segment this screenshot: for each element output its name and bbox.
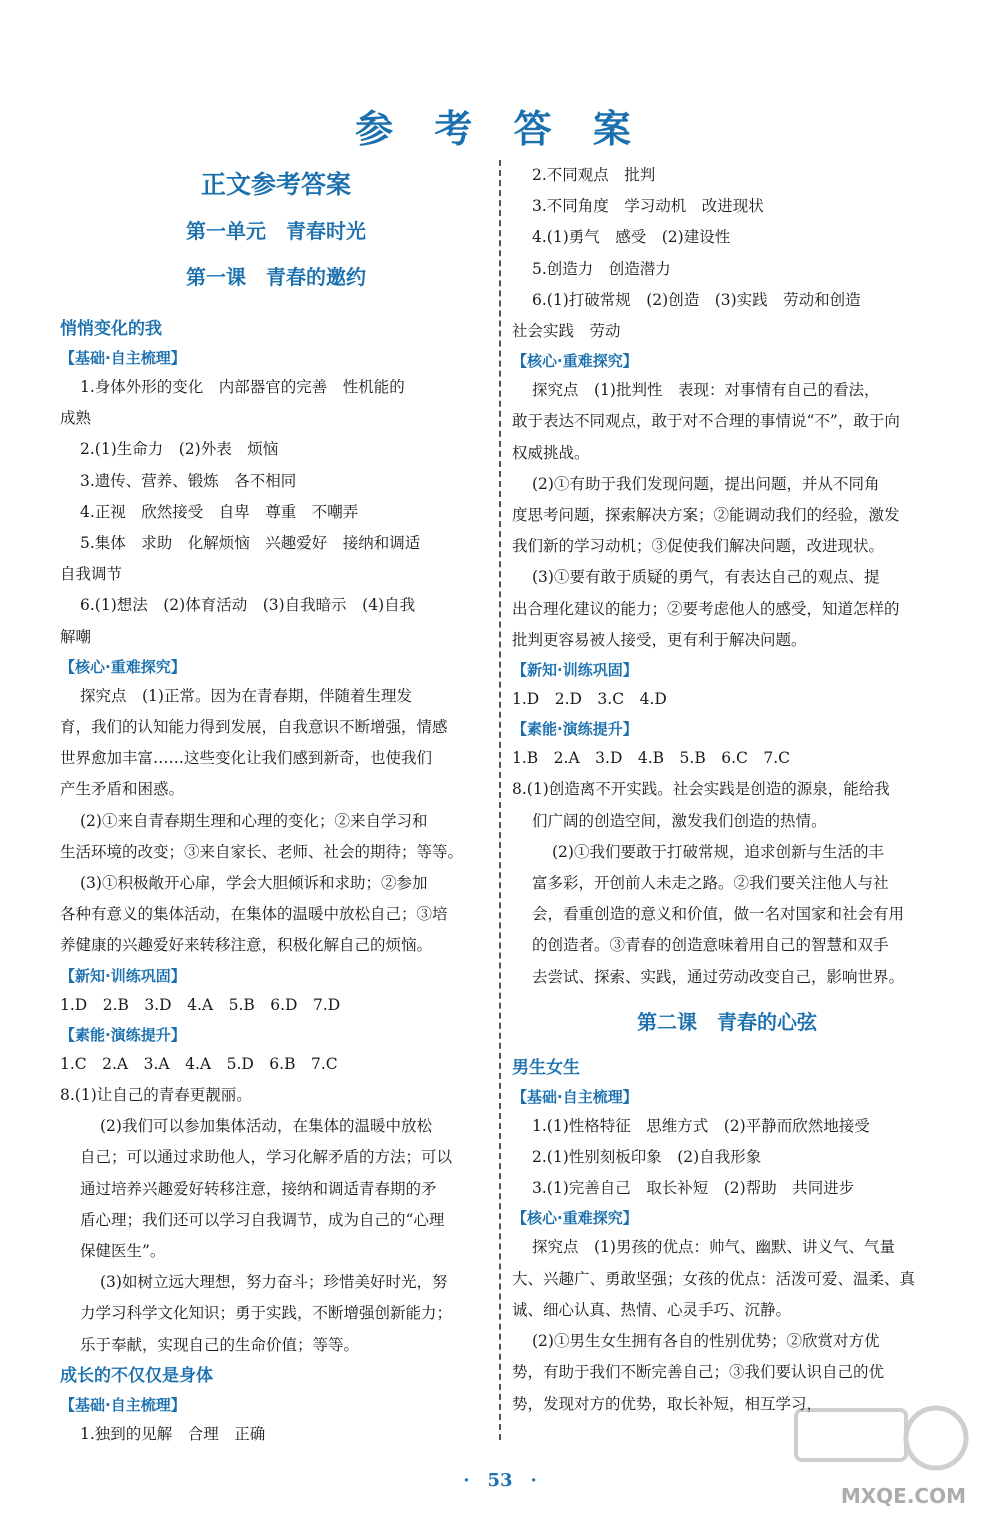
page-number: · 53 · — [463, 1470, 537, 1491]
answer-line: 各种有意义的集体活动，在集体的温暖中放松自己；③培 — [60, 905, 448, 924]
section-label-core: 【核心·重难探究】 — [512, 1209, 638, 1228]
answer-line: 世界愈加丰富……这些变化让我们感到新奇，也使我们 — [60, 749, 433, 768]
answer-line: 生活环境的改变；③来自家长、老师、社会的期待；等等。 — [60, 842, 464, 861]
answer-line: (2)我们可以参加集体活动，在集体的温暖中放松 — [100, 1117, 432, 1136]
topic-heading: 悄悄变化的我 — [60, 319, 162, 339]
answer-line: 批判更容易被人接受，更有利于解决问题。 — [512, 630, 807, 649]
answer-line: 权威挑战。 — [512, 443, 590, 462]
topic-heading: 成长的不仅仅是身体 — [60, 1365, 213, 1386]
answer-line: (3)①要有敢于质疑的勇气，有表达自己的观点、提 — [532, 568, 880, 587]
answer-line: 1.D 2.D 3.C 4.D — [512, 690, 667, 709]
answer-line: 的创造者。③青春的创造意味着用自己的智慧和双手 — [532, 936, 889, 955]
answer-line: 大、兴趣广、勇敢坚强；女孩的优点：活泼可爱、温柔、真 — [512, 1269, 916, 1288]
answer-line: 自己；可以通过求助他人，学习化解矛盾的方法；可以 — [80, 1148, 453, 1167]
answer-line: 通过培养兴趣爱好转移注意，接纳和调适青春期的矛 — [80, 1179, 437, 1198]
answer-line: (2)①男生女生拥有各自的性别优势；②欣赏对方优 — [532, 1332, 880, 1351]
answer-line: 诚、细心认真、热情、心灵手巧、沉静。 — [512, 1300, 792, 1319]
answer-line: 养健康的兴趣爱好来转移注意，积极化解自己的烦恼。 — [60, 936, 433, 955]
answer-line: 1.B 2.A 3.D 4.B 5.B 6.C 7.C — [512, 749, 791, 768]
answer-line: (3)①积极敞开心扉，学会大胆倾诉和求助；②参加 — [80, 874, 428, 893]
section-label-skill: 【素能·演练提升】 — [512, 720, 638, 739]
answer-line: 3.不同角度 学习动机 改进现状 — [532, 197, 764, 216]
answer-line: 8.(1)创造离不开实践。社会实践是创造的源泉，能给我 — [512, 780, 890, 799]
answer-line: 2.(1)性别刻板印象 (2)自我形象 — [532, 1148, 762, 1167]
answer-line: (2)①来自青春期生理和心理的变化；②来自学习和 — [80, 811, 428, 830]
answer-line: 5.集体 求助 化解烦恼 兴趣爱好 接纳和调适 — [80, 534, 421, 553]
column-divider — [499, 160, 501, 1440]
left-column — [60, 160, 492, 1450]
answer-line: 探究点 (1)男孩的优点：帅气、幽默、讲义气、气量 — [532, 1238, 895, 1257]
answer-line: 盾心理；我们还可以学习自我调节，成为自己的“心理 — [80, 1210, 445, 1229]
answer-line: 势，发现对方的优势，取长补短，相互学习， — [512, 1394, 823, 1413]
section-label-skill: 【素能·演练提升】 — [60, 1025, 186, 1044]
lesson-heading: 第二课 青春的心弦 — [637, 1009, 817, 1034]
section-label-basic: 【基础·自主梳理】 — [60, 349, 186, 367]
section-label-new: 【新知·训练巩固】 — [512, 661, 638, 680]
answer-line: 富多彩，开创前人未走之路。②我们要关注他人与社 — [532, 874, 889, 893]
answer-line: 势，有助于我们不断完善自己；③我们要认识自己的优 — [512, 1363, 885, 1382]
topic-heading: 男生女生 — [512, 1057, 580, 1078]
answer-line: 成熟 — [60, 409, 92, 428]
answer-line: 保健医生”。 — [80, 1242, 166, 1261]
answer-line: 6.(1)打破常规 (2)创造 (3)实践 劳动和创造 — [532, 290, 861, 309]
right-column — [512, 160, 942, 1420]
answer-line: (2)①有助于我们发现问题，提出问题，并从不同角 — [532, 474, 880, 493]
answer-line: 自我调节 — [60, 565, 123, 584]
answer-line: 1.D 2.B 3.D 4.A 5.B 6.D 7.D — [60, 995, 341, 1014]
section-label-new: 【新知·训练巩固】 — [60, 966, 186, 985]
answer-line: 产生矛盾和困惑。 — [60, 780, 185, 799]
answer-line: 度思考问题，探索解决方案；②能调动我们的经验，激发 — [512, 506, 900, 525]
answer-line: 力学习科学文化知识；勇于实践，不断增强创新能力； — [80, 1304, 453, 1323]
answer-line: 们广阔的创造空间，激发我们创造的热情。 — [532, 811, 827, 830]
section-label-basic: 【基础·自主梳理】 — [512, 1087, 638, 1106]
main-heading: 正文参考答案 — [200, 170, 351, 199]
answer-line: 1.C 2.A 3.A 4.A 5.D 6.B 7.C — [60, 1054, 338, 1073]
answer-line: 探究点 (1)批判性 表现：对事情有自己的看法， — [532, 381, 880, 400]
answer-line: 2.不同观点 批判 — [532, 166, 656, 184]
answer-line: 2.(1)生命力 (2)外表 烦恼 — [80, 440, 279, 459]
answer-line: 乐于奉献，实现自己的生命价值；等等。 — [80, 1335, 360, 1354]
answer-line: 出合理化建议的能力；②要考虑他人的感受，知道怎样的 — [512, 599, 900, 618]
answer-line: (3)如树立远大理想，努力奋斗；珍惜美好时光，努 — [100, 1273, 448, 1292]
section-label-core: 【核心·重难探究】 — [512, 352, 638, 371]
watermark-text: MXQE.COM — [840, 1484, 966, 1508]
answer-line: 敢于表达不同观点，敢于对不合理的事情说“不”，敢于向 — [512, 412, 900, 431]
answer-line: 4.(1)勇气 感受 (2)建设性 — [532, 228, 731, 247]
answer-line: 1.独到的见解 合理 正确 — [80, 1424, 266, 1443]
answer-line: 4.正视 欣然接受 自卑 尊重 不嘲弄 — [80, 502, 359, 521]
watermark-logo — [786, 1398, 976, 1488]
lesson-heading: 第一课 青春的邀约 — [186, 265, 366, 289]
answer-line: 解嘲 — [60, 627, 92, 646]
section-label-basic: 【基础·自主梳理】 — [60, 1395, 186, 1414]
answer-line: 3.遗传、营养、锻炼 各不相同 — [80, 471, 297, 490]
answer-line: 5.创造力 创造潜力 — [532, 259, 671, 278]
answer-line: 6.(1)想法 (2)体育活动 (3)自我暗示 (4)自我 — [80, 596, 416, 615]
answer-line: 社会实践 劳动 — [512, 322, 621, 341]
section-label-core: 【核心·重难探究】 — [60, 657, 186, 676]
answer-line: 会，看重创造的意义和价值，做一名对国家和社会有用 — [532, 905, 905, 924]
page-title: 参 考 答 案 — [355, 106, 645, 151]
answer-line: 8.(1)让自己的青春更靓丽。 — [60, 1086, 252, 1105]
answer-line: 3.(1)完善自己 取长补短 (2)帮助 共同进步 — [532, 1179, 855, 1198]
answer-line: 1.(1)性格特征 思维方式 (2)平静而欣然地接受 — [532, 1116, 870, 1135]
unit-heading: 第一单元 青春时光 — [186, 219, 366, 243]
answer-line: 探究点 (1)正常。因为在青春期，伴随着生理发 — [80, 686, 412, 705]
answer-line: 我们新的学习动机；③促使我们解决问题，改进现状。 — [512, 537, 885, 556]
answer-line: 育，我们的认知能力得到发展，自我意识不断增强，情感 — [60, 718, 448, 737]
answer-line: 去尝试、探索、实践，通过劳动改变自己，影响世界。 — [532, 967, 905, 986]
answer-line: 1.身体外形的变化 内部器官的完善 性机能的 — [80, 378, 405, 396]
answer-line: (2)①我们要敢于打破常规，追求创新与生活的丰 — [552, 842, 884, 861]
